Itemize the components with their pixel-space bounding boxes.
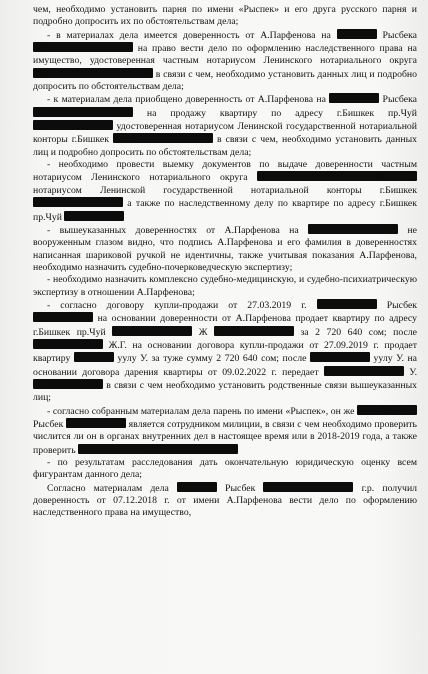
paragraph-text: Ж bbox=[198, 326, 208, 338]
paragraph-8 bbox=[33, 405, 417, 457]
paragraph-text: У. bbox=[409, 366, 418, 378]
paragraph-text: - в материалах дела имеется доверенность от А.Парфенова на bbox=[47, 29, 331, 41]
paragraph-text: а также по наследственному делу по квартире по адресу г.Бишкек пр.Чуй bbox=[33, 198, 417, 223]
paragraph-text: - по результатам расследования дать окончательную юридическую оценку всем фигурантам данного дела; bbox=[33, 457, 417, 481]
redaction-box bbox=[33, 120, 113, 130]
redaction-box bbox=[310, 352, 370, 362]
redaction-box bbox=[308, 224, 398, 234]
paragraph-4 bbox=[33, 159, 417, 224]
paragraph-text: является сотрудником милиции, в связи с чем необходимо проверить числится ли он в органах внутренних дел в настоящее время или в 2018-2019 года, а также проверить bbox=[33, 419, 418, 456]
paragraph-text: на право вести дело по оформлению наследственного права на имущество, удостоверенная частным нотариусом Ленинского нотариального округа bbox=[33, 43, 418, 67]
redaction-box bbox=[74, 352, 114, 362]
paragraph-text: - к материалам дела приобщено доверенность от А.Парфенова на bbox=[47, 94, 326, 106]
paragraph-text: - вышеуказанных доверенностях от А.Парфенова на bbox=[47, 224, 299, 236]
paragraph-text: Рысбек bbox=[225, 482, 256, 494]
paragraph-text: - необходимо провести выемку документов по выдаче доверенности частным нотариусом Ленинского нотариального округа bbox=[33, 159, 417, 184]
paragraph-text: - согласно собранным материалам дела парень по имени «Рыспек», он же bbox=[47, 405, 355, 417]
paragraph-text: в связи с чем, необходимо установить данных лиц и подробно допросить по обстоятельствам дела; bbox=[33, 134, 417, 158]
paragraph-text: Согласно материалам дела bbox=[47, 482, 169, 494]
paragraph-text: за туже сумму 2 720 640 сом; после bbox=[151, 353, 307, 365]
paragraph-text: не вооруженным глазом видно, что подпись А.Парфенова и его фамилия в доверенностях написанная шариковой ручкой не идентичны, также учитывая показания А.Парфенова, необходимо назначить судебно-почерковедческую экспертизу; bbox=[33, 224, 417, 273]
paragraph-3 bbox=[33, 93, 417, 159]
redaction-box bbox=[33, 107, 133, 117]
paragraph-text: уулу У. bbox=[117, 353, 148, 365]
redaction-box bbox=[337, 29, 377, 39]
redaction-box bbox=[64, 211, 124, 221]
paragraph-2 bbox=[33, 29, 417, 94]
paragraph-text: в связи с чем, необходимо установить данных лиц и подробно допросить по обстоятельствам дела; bbox=[33, 68, 418, 93]
redaction-box bbox=[113, 133, 213, 143]
paragraph-text: в связи с чем необходимо установить родственные связи вышеуказанных лиц; bbox=[33, 379, 417, 404]
redaction-box bbox=[257, 171, 417, 181]
redaction-box bbox=[324, 366, 404, 376]
redaction-box bbox=[33, 379, 103, 389]
paragraph-text: за 2 720 640 сом; после bbox=[300, 326, 417, 338]
redaction-box bbox=[33, 197, 123, 207]
paragraph-text: удостоверенная нотариусом Ленинской государственной нотариальной конторы г.Бишкек bbox=[33, 121, 417, 146]
redaction-box bbox=[214, 326, 294, 336]
paragraph-text: - необходимо назначить комплексно судебно-медицинскую, и судебно-психиатрическую экспертизу в отношении А.Парфенова; bbox=[33, 274, 417, 298]
redaction-box bbox=[33, 339, 103, 349]
paragraph-5 bbox=[33, 224, 417, 274]
paragraph-9 bbox=[33, 457, 417, 482]
paragraph-text: г.р. получил доверенность от 07.12.2018 г. от имени А.Парфенова вести дело по оформлению наследственного права на имущество, bbox=[33, 482, 418, 519]
redaction-box bbox=[33, 42, 133, 52]
paragraph-text: нотариусом Ленинской государственной нотариальной конторы г.Бишкек bbox=[33, 184, 417, 196]
paragraph-text: Рысбека bbox=[382, 29, 417, 41]
paragraph-10 bbox=[33, 482, 417, 520]
redaction-box bbox=[329, 93, 379, 103]
paragraph-6 bbox=[33, 274, 417, 299]
paragraph-text: Рысбек bbox=[386, 299, 418, 311]
redaction-box bbox=[177, 482, 217, 492]
redaction-box bbox=[263, 482, 353, 492]
paragraph-text: уулу У. на основании договора дарения квартиры от 09.02.2022 г. передает bbox=[33, 353, 418, 378]
paragraph-text: - согласно договору купли-продажи от 27.03.2019 г. bbox=[47, 299, 307, 311]
paragraph-text: на основании доверенности от А.Парфенова продает квартиру по адресу г.Бишкек пр.Чуй bbox=[33, 313, 417, 338]
paragraph-text: Рысбека bbox=[382, 94, 418, 106]
redaction-box bbox=[112, 326, 192, 336]
paragraph-text: чем, необходимо установить парня по имени «Рыспек» и его друга русского парня и подробно допросить их по обстоятельствам дела; bbox=[33, 4, 417, 28]
redaction-box bbox=[33, 68, 153, 78]
paragraph-1 bbox=[33, 4, 417, 29]
redaction-box bbox=[357, 405, 417, 415]
paragraph-7 bbox=[33, 299, 417, 405]
redaction-box bbox=[317, 299, 377, 309]
paragraph-text: Ж.Г. на основании договора купли-продажи от 27.09.2019 г. продает квартиру bbox=[33, 339, 417, 365]
redaction-box bbox=[66, 418, 126, 428]
document-body bbox=[33, 4, 417, 520]
redaction-box bbox=[33, 312, 93, 322]
paragraph-text: на продажу квартиру по адресу г.Бишкек пр.Чуй bbox=[146, 107, 417, 119]
paragraph-text: Рысбек bbox=[33, 419, 64, 430]
redaction-box bbox=[78, 444, 238, 454]
